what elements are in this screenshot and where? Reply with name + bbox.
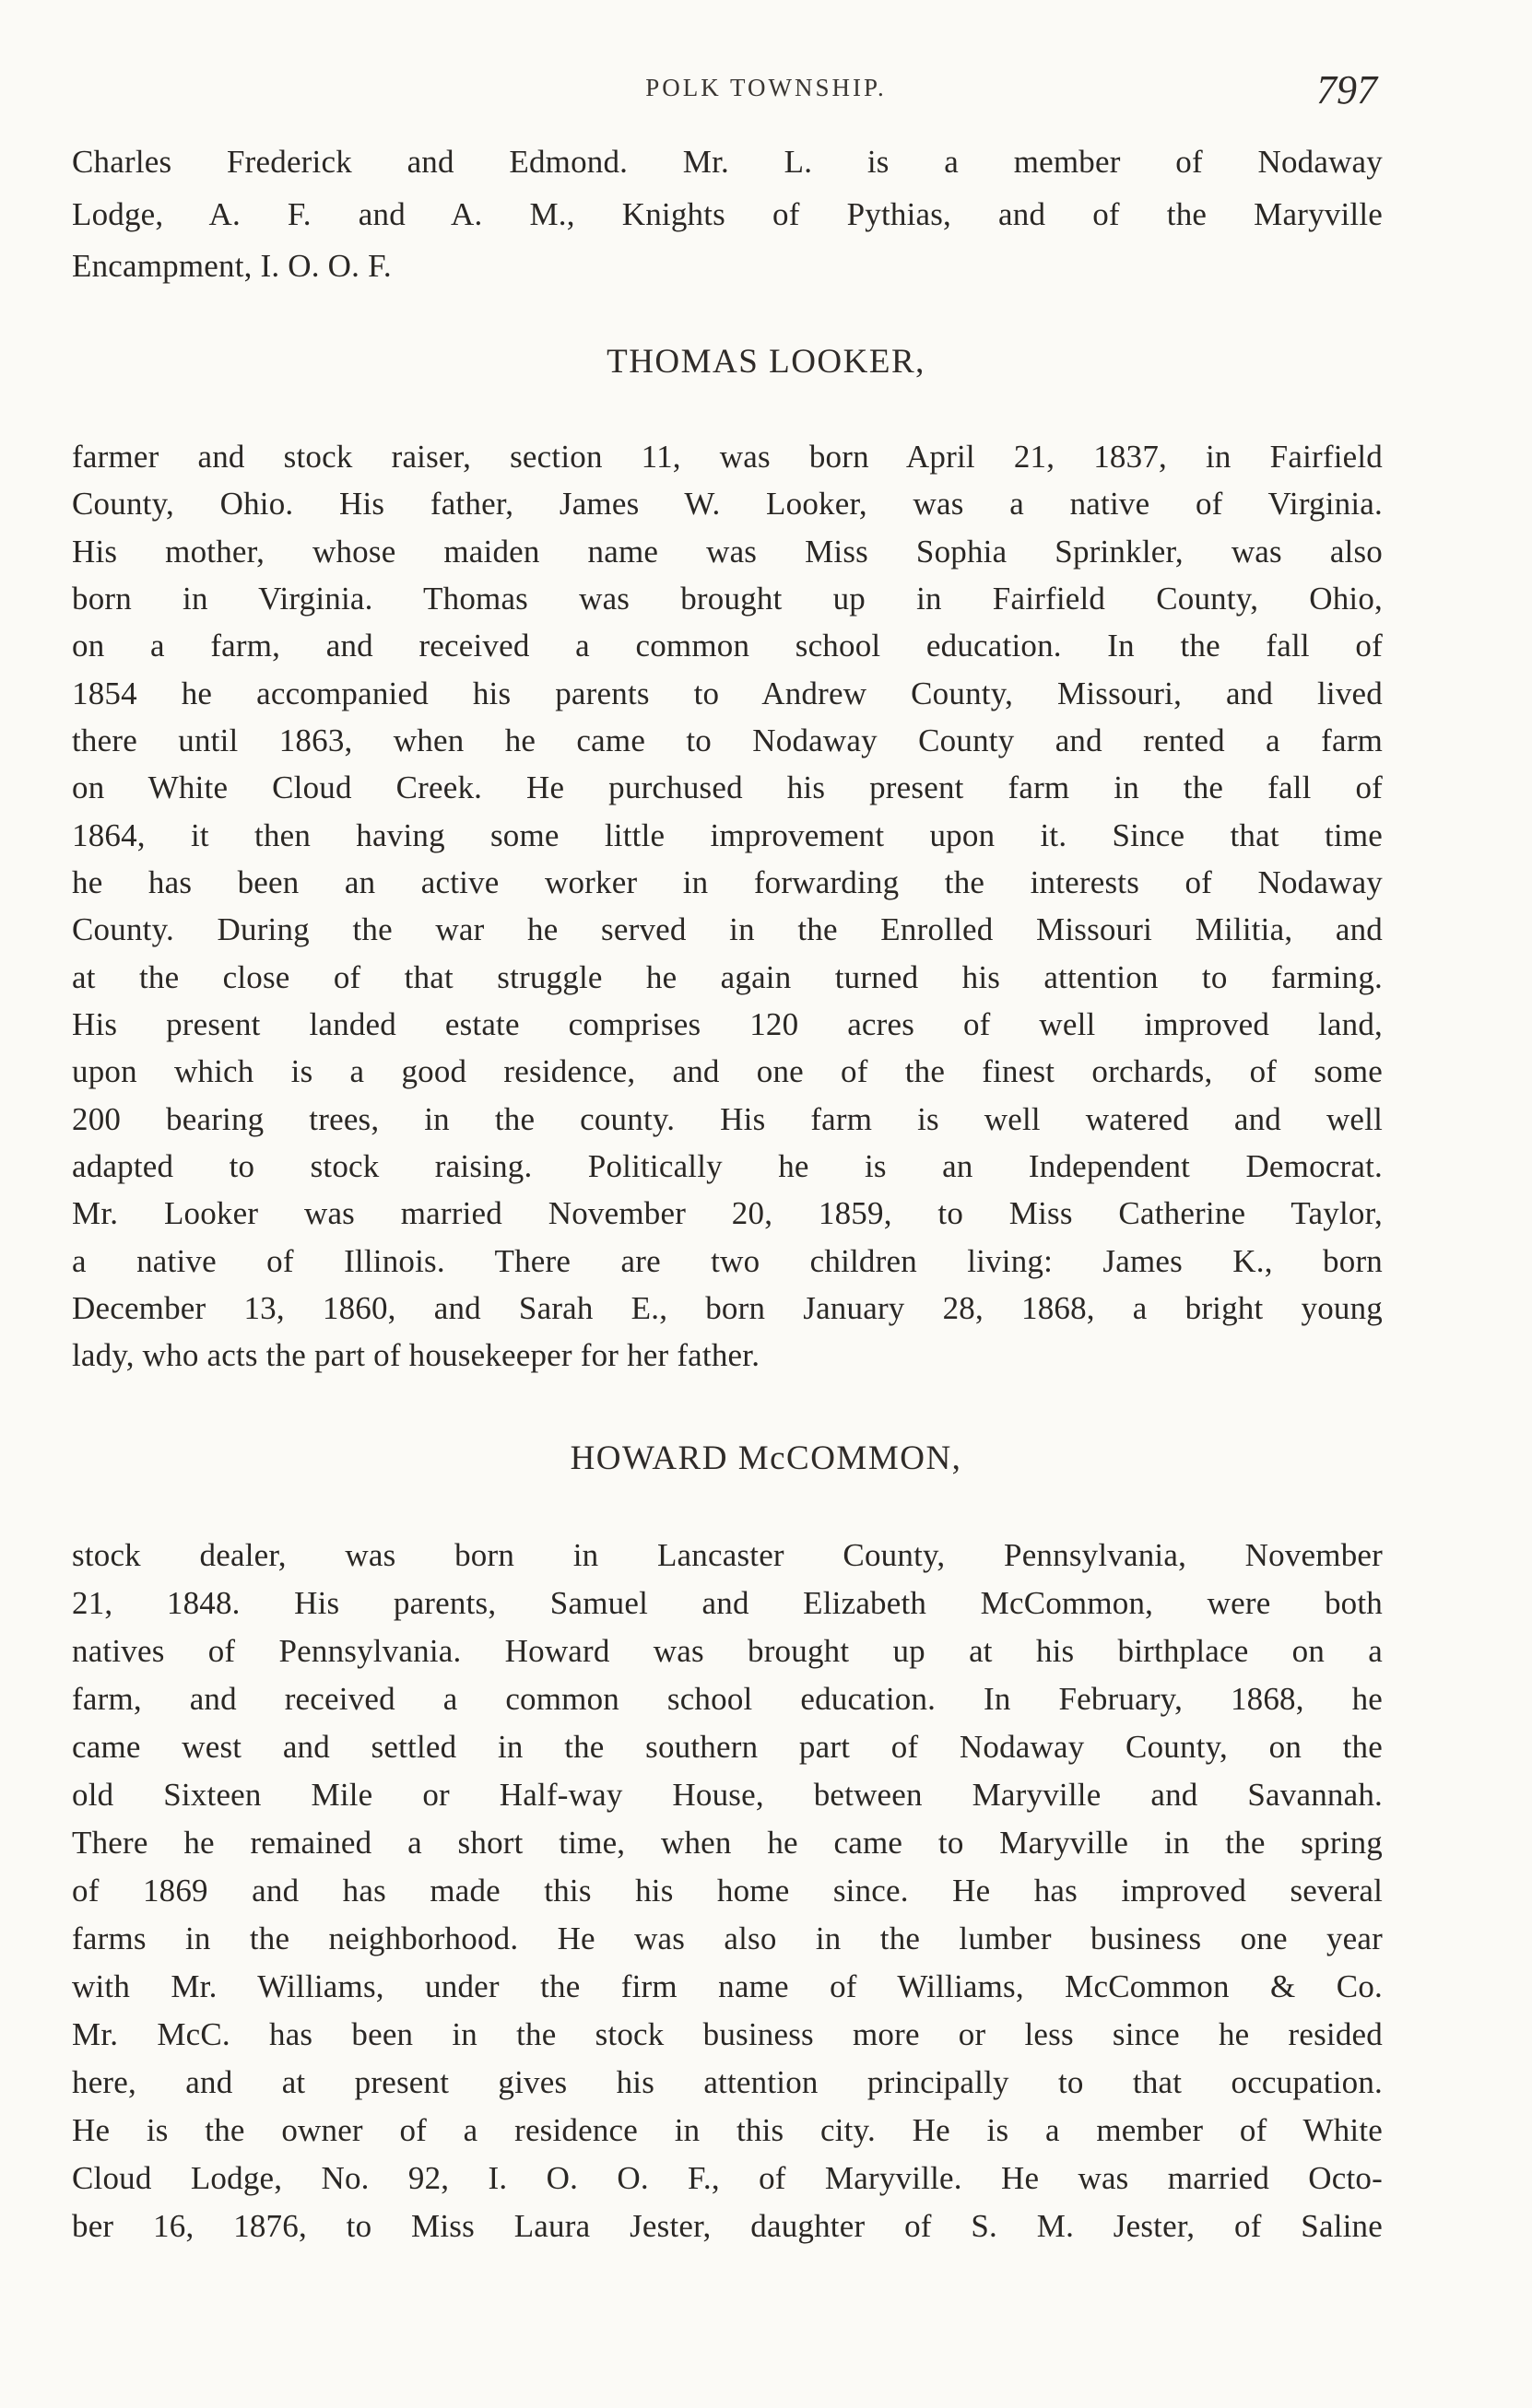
text-line: farmer and stock raiser, section 11, was born April 21, 1837, in Fairfield: [72, 439, 1383, 475]
text-line: Encampment, I. O. O. F.: [72, 248, 392, 284]
running-title: POLK TOWNSHIP.: [645, 74, 887, 101]
text-line: of 1869 and has made this his home since. He has improved several: [72, 1873, 1383, 1909]
text-line: He is the owner of a residence in this city. He is a member of White: [72, 2112, 1383, 2148]
text-line: stock dealer, was born in Lancaster County, Pennsylvania, November: [72, 1537, 1383, 1573]
text-line: County, Ohio. His father, James W. Looker, was a native of Virginia.: [72, 486, 1383, 522]
text-line: 1864, it then having some little improvement upon it. Since that time: [72, 817, 1383, 853]
text-line: 21, 1848. His parents, Samuel and Elizabeth McCommon, were both: [72, 1585, 1383, 1621]
text-line: County. During the war he served in the Enrolled Missouri Militia, and: [72, 911, 1383, 947]
text-line: on a farm, and received a common school education. In the fall of: [72, 628, 1383, 664]
section-heading: THOMAS LOOKER,: [607, 343, 925, 381]
text-line: he has been an active worker in forwarding the interests of Nodaway: [72, 864, 1383, 900]
text-line: old Sixteen Mile or Half-way House, between Maryville and Savannah.: [72, 1777, 1383, 1813]
text-line: farms in the neighborhood. He was also in the lumber business one year: [72, 1921, 1383, 1956]
text-line: here, and at present gives his attention principally to that occupation.: [72, 2064, 1383, 2100]
text-line: Lodge, A. F. and A. M., Knights of Pythias, and of the Maryville: [72, 196, 1383, 232]
text-line: farm, and received a common school education. In February, 1868, he: [72, 1681, 1383, 1717]
text-line: on White Cloud Creek. He purchused his present farm in the fall of: [72, 769, 1383, 805]
text-line: 1854 he accompanied his parents to Andrew County, Missouri, and lived: [72, 675, 1383, 711]
section-heading: HOWARD McCOMMON,: [570, 1439, 962, 1477]
text-line: with Mr. Williams, under the firm name of Williams, McCommon & Co.: [72, 1968, 1383, 2004]
text-line: Mr. Looker was married November 20, 1859, to Miss Catherine Taylor,: [72, 1195, 1383, 1231]
text-line: There he remained a short time, when he came to Maryville in the spring: [72, 1825, 1383, 1861]
text-line: December 13, 1860, and Sarah E., born January 28, 1868, a bright young: [72, 1290, 1383, 1326]
running-head: [0, 66, 1532, 112]
text-line: at the close of that struggle he again turned his attention to farming.: [72, 959, 1383, 995]
text-line: born in Virginia. Thomas was brought up in Fairfield County, Ohio,: [72, 581, 1383, 617]
text-line: His present landed estate comprises 120 acres of well improved land,: [72, 1006, 1383, 1042]
text-line: ber 16, 1876, to Miss Laura Jester, daughter of S. M. Jester, of Saline: [72, 2208, 1383, 2244]
text-line: Mr. McC. has been in the stock business more or less since he resided: [72, 2016, 1383, 2052]
text-line: came west and settled in the southern part of Nodaway County, on the: [72, 1729, 1383, 1765]
text-line: upon which is a good residence, and one of the finest orchards, of some: [72, 1053, 1383, 1089]
text-line: there until 1863, when he came to Nodaway County and rented a farm: [72, 722, 1383, 758]
text-line: Cloud Lodge, No. 92, I. O. O. F., of Maryville. He was married Octo-: [72, 2160, 1383, 2196]
text-line: natives of Pennsylvania. Howard was brought up at his birthplace on a: [72, 1633, 1383, 1669]
text-line: Charles Frederick and Edmond. Mr. L. is a member of Nodaway: [72, 144, 1383, 180]
text-line: adapted to stock raising. Politically he is an Independent Democrat.: [72, 1148, 1383, 1184]
text-line: lady, who acts the part of housekeeper for her father.: [72, 1337, 760, 1373]
text-line: His mother, whose maiden name was Miss Sophia Sprinkler, was also: [72, 534, 1383, 570]
page-number: 797: [1316, 67, 1377, 112]
text-line: 200 bearing trees, in the county. His farm is well watered and well: [72, 1101, 1383, 1137]
text-line: a native of Illinois. There are two children living: James K., born: [72, 1243, 1383, 1279]
